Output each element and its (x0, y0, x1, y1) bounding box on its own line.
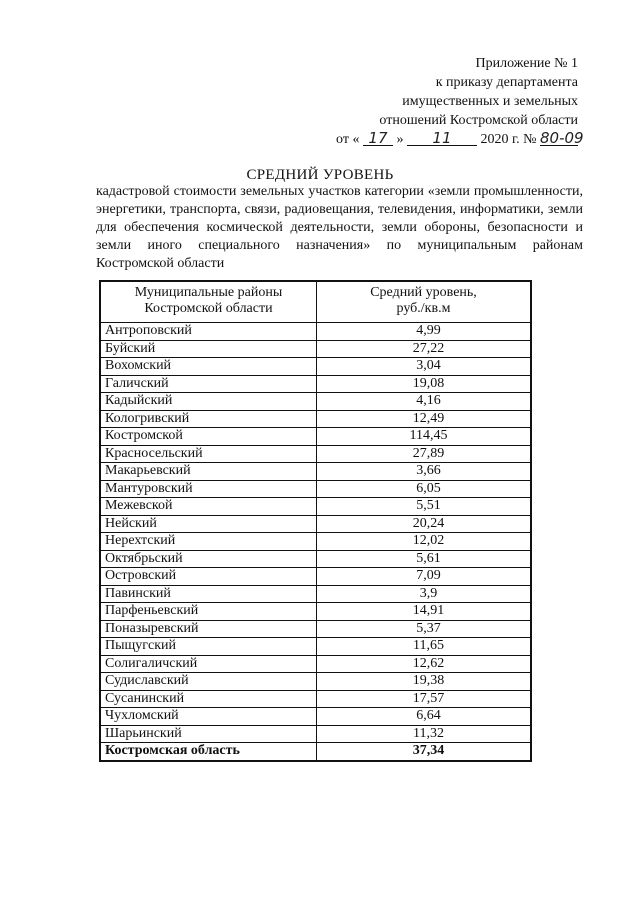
table-row (100, 358, 531, 376)
district-name: Нерехтский (100, 533, 317, 551)
district-name: Мантуровский (100, 480, 317, 498)
average-value: 20,24 (317, 515, 532, 533)
table-row (100, 673, 531, 691)
table-row (100, 393, 531, 411)
district-name: Островский (100, 568, 317, 586)
order-number: 80-09 (540, 129, 584, 147)
appendix-number: Приложение № 1 (475, 56, 578, 71)
table-row (100, 480, 531, 498)
average-value: 19,08 (317, 375, 532, 393)
average-value: 12,62 (317, 655, 532, 673)
document-title: СРЕДНИЙ УРОВЕНЬ (246, 167, 394, 183)
order-day: 17 (363, 131, 393, 146)
average-value: 11,32 (317, 725, 532, 743)
appendix-order-ref: к приказу департамента (435, 75, 578, 90)
district-name: Вохомский (100, 358, 317, 376)
table-row (100, 620, 531, 638)
average-value: 14,91 (317, 603, 532, 621)
district-name: Макарьевский (100, 463, 317, 481)
total-region-value: 37,34 (317, 743, 532, 761)
average-value: 12,02 (317, 533, 532, 551)
column-header-districts: Муниципальные районы Костромской области (100, 281, 317, 323)
order-month: 11 (407, 131, 477, 146)
district-name: Кологривский (100, 410, 317, 428)
district-name: Парфеньевский (100, 603, 317, 621)
table-row (100, 445, 531, 463)
appendix-department-region: отношений Костромской области (379, 113, 578, 128)
district-name: Красносельский (100, 445, 317, 463)
order-prefix: от « (336, 132, 360, 147)
district-name: Поназыревский (100, 620, 317, 638)
district-name: Буйский (100, 340, 317, 358)
district-name: Пыщугский (100, 638, 317, 656)
table-row (100, 708, 531, 726)
table-row (100, 340, 531, 358)
table-row (100, 585, 531, 603)
district-name: Шарьинский (100, 725, 317, 743)
table-row (100, 375, 531, 393)
table-row (100, 568, 531, 586)
district-name: Межевской (100, 498, 317, 516)
average-value: 3,66 (317, 463, 532, 481)
table-total-row (100, 743, 531, 761)
district-name: Чухломский (100, 708, 317, 726)
average-value: 114,45 (317, 428, 532, 446)
average-value: 5,51 (317, 498, 532, 516)
table-row (100, 463, 531, 481)
appendix-header (278, 54, 584, 149)
table-row (100, 498, 531, 516)
table-row (100, 638, 531, 656)
average-value: 6,64 (317, 708, 532, 726)
district-name: Нейский (100, 515, 317, 533)
table-row (100, 428, 531, 446)
total-region-name: Костромская область (100, 743, 317, 761)
table-row (100, 550, 531, 568)
order-date-number (278, 129, 584, 149)
average-value: 27,89 (317, 445, 532, 463)
table-row (100, 533, 531, 551)
order-year: 2020 г. № (480, 132, 537, 147)
average-value: 12,49 (317, 410, 532, 428)
average-value: 5,37 (317, 620, 532, 638)
cadastral-value-table (99, 280, 532, 762)
district-name: Солигаличский (100, 655, 317, 673)
table-header-row (100, 281, 531, 323)
table-row (100, 690, 531, 708)
table-body (100, 323, 531, 761)
column-header-average-level: Средний уровень, руб./кв.м (317, 281, 532, 323)
average-value: 19,38 (317, 673, 532, 691)
average-value: 4,99 (317, 323, 532, 341)
district-name: Судиславский (100, 673, 317, 691)
average-value: 6,05 (317, 480, 532, 498)
table-row (100, 515, 531, 533)
table-row (100, 410, 531, 428)
district-name: Октябрьский (100, 550, 317, 568)
table-row (100, 655, 531, 673)
average-value: 5,61 (317, 550, 532, 568)
average-value: 3,04 (317, 358, 532, 376)
district-name: Галичский (100, 375, 317, 393)
table-row (100, 725, 531, 743)
district-name: Кадыйский (100, 393, 317, 411)
average-value: 7,09 (317, 568, 532, 586)
district-name: Антроповский (100, 323, 317, 341)
average-value: 3,9 (317, 585, 532, 603)
order-mid: » (396, 132, 404, 147)
table-row (100, 603, 531, 621)
table-row (100, 323, 531, 341)
average-value: 11,65 (317, 638, 532, 656)
district-name: Павинский (100, 585, 317, 603)
average-value: 4,16 (317, 393, 532, 411)
average-value: 27,22 (317, 340, 532, 358)
average-value: 17,57 (317, 690, 532, 708)
district-name: Костромской (100, 428, 317, 446)
appendix-department: имущественных и земельных (402, 94, 578, 109)
document-description: кадастровой стоимости земельных участков категории «земли промышленности, энергетики, транспорта, связи, радиовещания, телевидения, информатики, земли для обеспечения космической деятельности, земли обороны, безопасности и земли иного специального назначения» по муниципальным районам Костромской области (96, 184, 583, 271)
district-name: Сусанинский (100, 690, 317, 708)
